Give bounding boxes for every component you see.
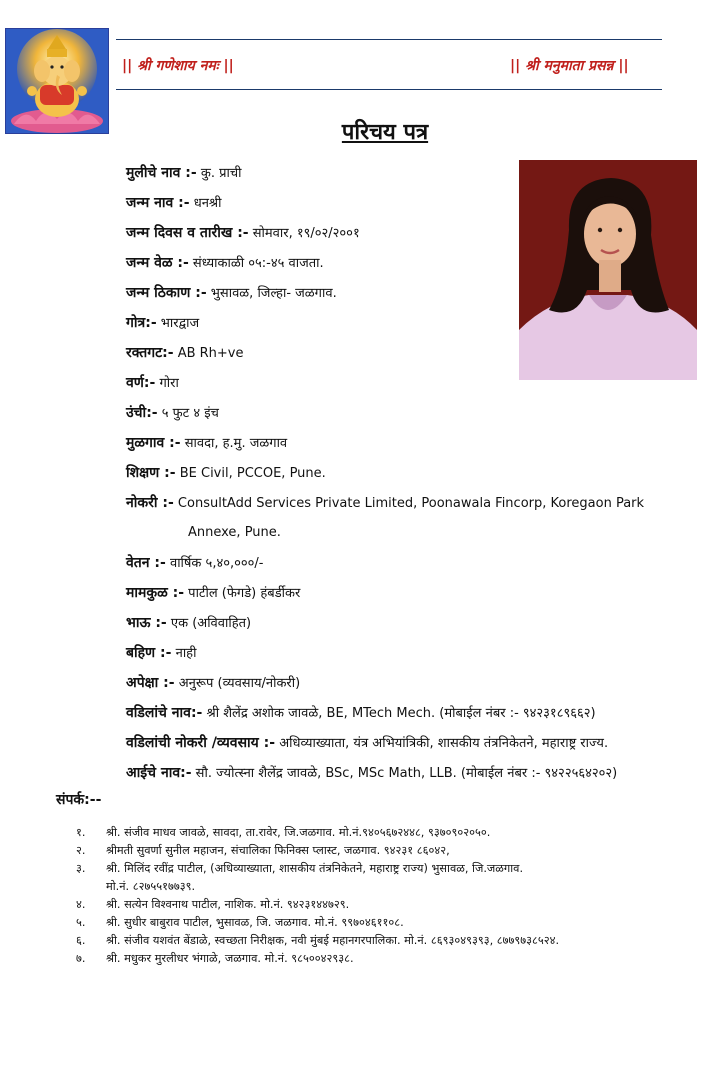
field-row [126,668,706,698]
field-row [126,428,706,458]
contact-text: श्री. संजीव माधव जावळे, सावदा, ता.रावेर, जि.जळगाव. मो.नं.९४०५६७२४४८, ९३७०९०२०५०. [106,826,491,839]
right-invocation: || श्री मनुमाता प्रसन्न || [510,58,629,74]
field-value: भुसावळ, जिल्हा- जळगाव. [206,286,337,301]
field-value: भारद्वाज [156,316,200,331]
field-value: सौ. ज्योत्स्ना शैलेंद्र जावळे, BSc, MSc Math, LLB. (मोबाईल नंबर :- ९४२२५६४२०२) [191,766,618,781]
contact-number: ३. [76,862,86,875]
field-label: रक्तगट:- [126,345,174,361]
field-row [126,368,706,398]
field-label: उंची:- [126,405,158,421]
field-label: मुळगाव :- [126,435,181,451]
contact-item [76,914,716,932]
field-row [126,488,706,518]
field-label: वडिलांचे नाव:- [126,705,203,721]
field-label: भाऊ :- [126,615,167,631]
contact-item-continuation [76,878,716,896]
page-title: परिचय पत्र [341,120,429,145]
field-label: नोकरी :- [126,495,174,511]
field-label: मुलीचे नाव :- [126,165,197,181]
contact-item [76,896,716,914]
field-row [126,278,706,308]
field-label: मामकुळ :- [126,585,185,601]
biodata-fields [126,158,706,788]
field-value: Annexe, Pune. [188,525,281,540]
field-value: सावदा, ह.मु. जळगाव [180,436,288,451]
field-value: अधिव्याख्याता, यंत्र अभियांत्रिकी, शासकीय तंत्रनिकेतने, महाराष्ट्र राज्य. [275,736,609,751]
contact-item [76,932,716,950]
field-row [126,188,706,218]
field-value: संध्याकाळी ०५:-४५ वाजता. [188,256,324,271]
field-row [126,578,706,608]
contact-text: श्री. सुधीर बाबुराव पाटील, भुसावळ, जि. जळगाव. मो.नं. ९९७०४६११०८. [106,916,404,929]
field-label: जन्म नाव :- [126,195,190,211]
contact-item [76,950,716,968]
contact-text: श्री. मिलिंद रवींद्र पाटील, (अधिव्याख्याता, शासकीय तंत्रनिकेतने, महाराष्ट्र राज्य) भुसावळ, जि.जळगाव. [106,862,524,875]
field-row [126,248,706,278]
field-label: वर्ण:- [126,375,156,391]
field-value: नाही [171,646,197,661]
contact-number [76,878,106,896]
header-bottom-rule [116,89,662,90]
field-row [126,398,706,428]
field-label: जन्म ठिकाण :- [126,285,207,301]
contact-number: ४. [76,898,86,911]
field-row [126,698,706,728]
contacts-list [76,824,716,968]
contacts-heading: संपर्क:-- [56,792,102,808]
field-value: श्री शैलेंद्र अशोक जावळे, BE, MTech Mech. (मोबाईल नंबर :- ९४२३१८९६६२) [202,706,596,721]
left-invocation: || श्री गणेशाय नमः || [122,58,234,74]
field-label: शिक्षण :- [126,465,176,481]
field-label: जन्म दिवस व तारीख :- [126,225,249,241]
field-label: अपेक्षा :- [126,675,175,691]
field-label: वडिलांची नोकरी /व्यवसाय :- [126,735,276,751]
header-top-rule [116,39,662,40]
contact-text: श्री. संजीव यशवंत बेंडाळे, स्वच्छता निरीक्षक, नवी मुंबई महानगरपालिका. मो.नं. ८६९३०४९३९३, ८७७९७३८५२४. [106,934,560,947]
field-value: अनुरूप (व्यवसाय/नोकरी) [174,676,301,691]
contact-text: श्री. मधुकर मुरलीधर भंगाळे, जळगाव. मो.नं. ९८५००४२९३८. [106,952,354,965]
field-value: ConsultAdd Services Private Limited, Poonawala Fincorp, Koregaon Park [173,496,645,511]
field-value: ५ फुट ४ इंच [157,406,219,421]
field-row-continuation [126,518,706,548]
field-value: धनश्री [189,196,222,211]
contact-text: मो.नं. ८२७५५१७७३९. [106,880,196,893]
field-label: बहिण :- [126,645,172,661]
field-value: BE Civil, PCCOE, Pune. [175,466,326,481]
contact-item [76,842,716,860]
field-value: पाटील (फेगडे) हंबर्डीकर [184,586,301,601]
field-label: वेतन :- [126,555,166,571]
field-value: कु. प्राची [196,166,242,181]
field-row [126,728,706,758]
field-value: AB Rh+ve [173,346,244,361]
field-value: गोरा [155,376,179,391]
field-label: आईचे नाव:- [126,765,192,781]
field-row [126,608,706,638]
field-label: जन्म वेळ :- [126,255,189,271]
field-row [126,638,706,668]
contact-number: ६. [76,934,86,947]
field-value: सोमवार, १९/०२/२००१ [248,226,360,241]
contact-number: १. [76,826,86,839]
contact-item [76,860,716,878]
field-row [126,158,706,188]
contact-text: श्री. सत्येन विश्वनाथ पाटील, नाशिक. मो.नं. ९४२३१४४७२९. [106,898,350,911]
field-row [126,548,706,578]
field-row [126,758,706,788]
contact-number: २. [76,844,86,857]
field-value: वार्षिक ५,४०,०००/- [165,556,264,571]
field-row [126,218,706,248]
contact-text: श्रीमती सुवर्णा सुनील महाजन, संचालिका फिनिक्स प्लास्ट, जळगाव. ९४२३१ ८६०४२, [106,844,450,857]
field-label: गोत्र:- [126,315,157,331]
contact-item [76,824,716,842]
field-row [126,458,706,488]
contact-number: ७. [76,952,86,965]
field-row [126,338,706,368]
field-value: एक (अविवाहित) [166,616,252,631]
contact-number: ५. [76,916,86,929]
field-row [126,308,706,338]
